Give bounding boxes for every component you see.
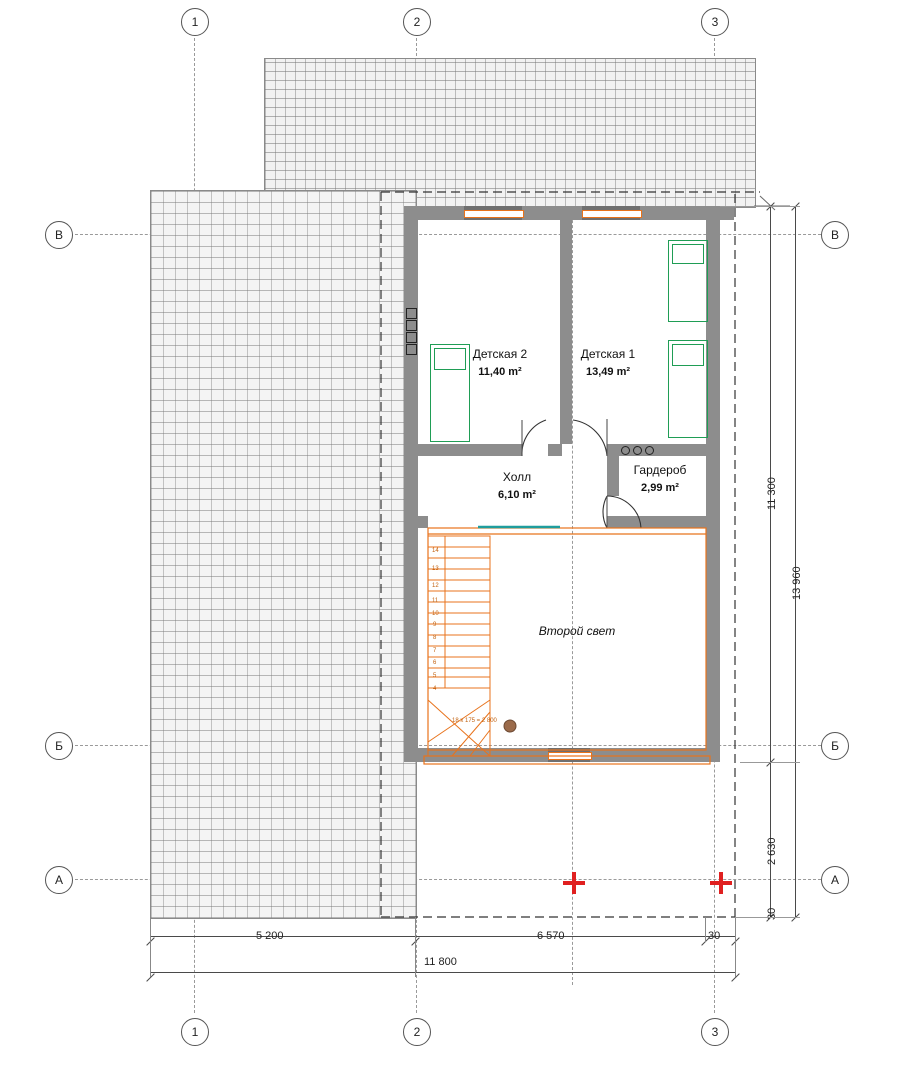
axis-label: 3 <box>711 15 719 29</box>
stair-step-8: 8 <box>433 635 437 641</box>
stair-step-9: 9 <box>433 622 437 628</box>
room-label-second-light: Второй свет <box>538 624 616 638</box>
stair-step-4: 4 <box>433 686 437 692</box>
dim-extension-bot-right <box>735 917 800 918</box>
stair-step-11: 11 <box>432 598 439 604</box>
room-label-hall: Холл <box>502 470 532 484</box>
room-area-kids2: 11,40 m² <box>478 366 522 378</box>
stair-step-13: 13 <box>432 566 439 572</box>
dim-bottom-5200: 5 200 <box>256 930 284 942</box>
dim-extension-mid-right <box>740 762 800 763</box>
axis-label: Б <box>55 739 63 753</box>
dim-extension-mid <box>415 917 416 977</box>
dim-right-13960: 13 960 <box>791 566 803 600</box>
axis-label: 2 <box>413 1025 421 1039</box>
room-label-kids1: Детская 1 <box>580 347 636 361</box>
room-area-wardrobe: 2,99 m² <box>641 482 679 494</box>
marker-cross-left <box>563 872 585 894</box>
dimline-bottom-total <box>150 972 735 973</box>
axis-label: В <box>54 228 63 242</box>
marker-cross-right <box>710 872 732 894</box>
dim-right-30: 30 <box>766 907 778 920</box>
stair-step-10: 10 <box>432 611 439 617</box>
room-label-kids2: Детская 2 <box>472 347 528 361</box>
dim-bottom-30: 30 <box>708 930 721 942</box>
axis-label: В <box>830 228 839 242</box>
dim-extension-left <box>150 917 151 977</box>
dim-right-2630: 2 630 <box>766 837 778 865</box>
axis-label: 1 <box>191 1025 199 1039</box>
dim-bottom-6570: 6 570 <box>537 930 565 942</box>
dimline-right-13960 <box>795 206 796 917</box>
stair-step-7: 7 <box>433 648 437 654</box>
dim-extension-right <box>735 917 736 977</box>
stair-step-12: 12 <box>432 583 439 589</box>
room-area-hall: 6,10 m² <box>498 489 536 501</box>
axis-label: 2 <box>413 15 421 29</box>
axis-label: А <box>54 873 63 887</box>
stair-step-6: 6 <box>433 660 437 666</box>
axis-label: Б <box>831 739 839 753</box>
axis-label: 3 <box>711 1025 719 1039</box>
stair-step-5: 5 <box>433 673 437 679</box>
axis-label: А <box>830 873 839 887</box>
axis-label: 1 <box>191 15 199 29</box>
dim-right-11300: 11 300 <box>766 477 778 510</box>
stair-step-14: 14 <box>432 548 439 554</box>
dim-extension-r1 <box>705 917 706 942</box>
stair-run-label: 18 x 175 = 2 800 <box>452 718 497 724</box>
dim-extension-top-right <box>720 206 800 207</box>
room-area-kids1: 13,49 m² <box>585 366 631 378</box>
dim-bottom-total-11800: 11 800 <box>424 956 457 968</box>
room-label-wardrobe: Гардероб <box>633 463 687 477</box>
